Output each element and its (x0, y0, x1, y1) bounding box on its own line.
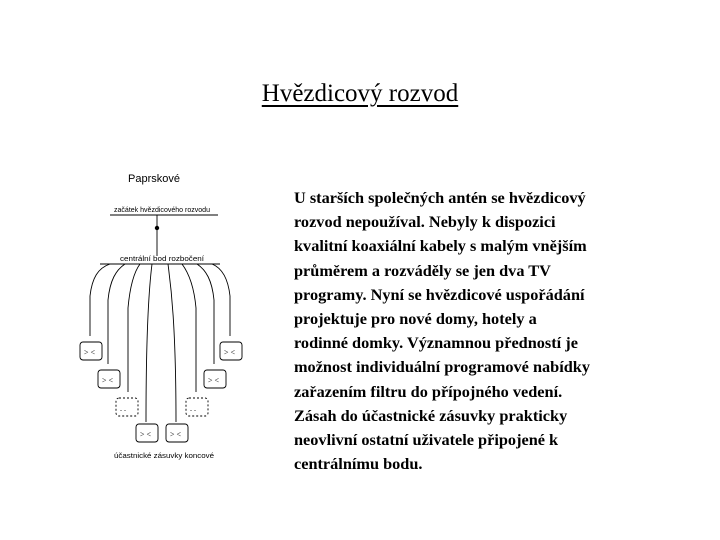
body-paragraph: U starších společných antén se hvězdicový rozvod nepoužíval. Nebyly k dispozici kvalitní koaxiální kabely s malým vnějším průměrem a rozváděly se jen dva TV programy. Nyní se hvězdicové uspořádání projektuje pro nové domy, hotely a rodinné domky. Významnou předností je možnost individuální programové nabídky zařazením filtru do přípojného vedení. Zásah do účastnické zásuvky prakticky neovlivní ostatní uživatele připojené k centrálnímu bodu. (294, 188, 590, 474)
outlet-2 (98, 370, 120, 388)
diagram-label-top: začátek hvězdicového rozvodu (114, 205, 210, 214)
outlet-7 (204, 370, 226, 388)
svg-text:> <: > < (208, 376, 220, 385)
svg-text:> <: > < (140, 430, 152, 439)
diagram-label-bottom: účastnické zásuvky koncové (114, 451, 214, 460)
svg-text:> <: > < (102, 376, 114, 385)
outlet-3 (116, 398, 138, 416)
outlet-6 (186, 398, 208, 416)
diagram-heading: Paprskové (128, 173, 180, 185)
svg-text:. .: . . (120, 404, 126, 413)
outlet-5 (166, 424, 188, 442)
spoke-lines (90, 264, 230, 422)
outlet-4 (136, 424, 158, 442)
svg-text:> <: > < (84, 348, 96, 357)
outlet-8 (220, 342, 242, 360)
diagram-label-mid: centrální bod rozbočení (120, 254, 206, 263)
outlet-1 (80, 342, 102, 360)
svg-text:. .: . . (190, 404, 196, 413)
trunk-node (155, 226, 159, 230)
slide-title: Hvězdicový rozvod (261, 80, 459, 107)
star-distribution-diagram (70, 168, 270, 468)
svg-text:> <: > < (170, 430, 182, 439)
outlets (80, 342, 242, 442)
svg-text:> <: > < (224, 348, 236, 357)
